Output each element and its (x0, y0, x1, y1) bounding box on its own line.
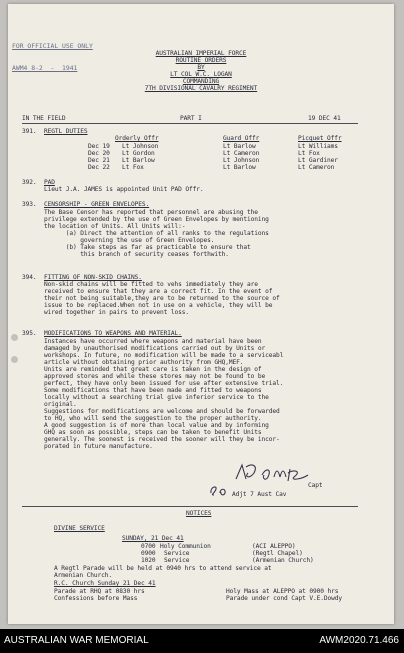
roster-date: Dec 22 (88, 164, 110, 171)
punch-hole (11, 334, 18, 341)
notices-heading: NOTICES (186, 510, 212, 517)
order-395-line: Instances have occurred where weapons and material have been (44, 338, 262, 345)
service-name: Service (164, 550, 190, 557)
roster-orderly: Lt Barlow (122, 157, 155, 164)
order-393-line: privilege extended by the use of Green Envelopes by mentioning (44, 216, 269, 223)
header-line-2: ROUTINE ORDERS (175, 57, 227, 64)
header-line-1: AUSTRALIAN IMPERIAL FORCE (155, 50, 247, 57)
roster-date: Dec 20 (88, 150, 110, 157)
order-392-number: 392. (22, 179, 37, 186)
punch-hole (11, 356, 18, 363)
col-orderly-offr: Orderly Offr (115, 135, 159, 142)
archive-footer (0, 629, 404, 653)
footer-institution: AUSTRALIAN WAR MEMORIAL (4, 635, 149, 646)
stamp-line-2: AWM4 8-2 - 1941 (12, 64, 78, 73)
handwritten-initials (208, 483, 230, 497)
order-395-title: MODIFICATIONS TO WEAPONS AND MATERIAL. (44, 330, 182, 337)
roster-picquet: Lt Williams (298, 143, 338, 150)
roster-picquet: Lt Cameron (298, 164, 335, 171)
roster-guard: Lt Cameron (223, 150, 260, 157)
rc-confessions-text: Confessions before Mass (54, 595, 138, 602)
location-text: IN THE FIELD (22, 115, 66, 122)
roster-date: Dec 19 (88, 143, 110, 150)
order-395-line: generally. The soonest is received the sooner will they be incor- (44, 436, 280, 443)
roster-orderly: Lt Fox (122, 164, 144, 171)
order-395-line: porated in future manufacture. (44, 443, 153, 450)
order-395-line: to HQ, who will send the suggestion to the proper authority. (44, 415, 262, 422)
notices-divider (22, 506, 358, 507)
order-391-number: 391. (22, 128, 37, 135)
order-393-line: (a) Direct the attention of all ranks to the regulations (44, 230, 269, 237)
roster-guard: Lt Barlow (223, 143, 256, 150)
service-place: (ACI ALEPPO) (252, 543, 296, 550)
order-394-line: Non-skid chains will be fitted to vehs immediately they are (44, 281, 258, 288)
order-394-title: FITTING OF NON-SKID CHAINS. (44, 274, 142, 281)
order-395-line: A good suggestion is of more than local value and by informing (44, 422, 269, 429)
order-395-line: Suggestions for modifications are welcome and should be forwarded (44, 408, 280, 415)
roster-date: Dec 21 (88, 157, 110, 164)
roster-orderly: Lt Johnson (122, 143, 159, 150)
order-394-line: wired together in pairs to prevent loss. (44, 309, 190, 316)
order-395-line: approved stores and while these stores may not be found to be (44, 373, 266, 380)
divine-service-heading: DIVINE SERVICE (54, 525, 105, 532)
header-divider (22, 123, 358, 124)
order-393-number: 393. (22, 201, 37, 208)
service-name: Service (164, 557, 190, 564)
order-393-line: The Base Censor has reported that personnel are abusing the (44, 209, 258, 216)
service-place: (Regtl Chapel) (252, 550, 303, 557)
service-time: 1020 (141, 557, 156, 564)
order-391-title: REGTL DUTIES (44, 128, 88, 135)
order-394-number: 394. (22, 274, 37, 281)
order-393-line: governing the use of Green Envelopes. (44, 237, 215, 244)
order-395-line: GHQ as soon as possible, steps can be taken to benefit Units (44, 429, 262, 436)
order-393-line: (b) Take steps as far as practicable to ensure that (44, 244, 251, 251)
order-395-line: workshops. In future, no modification will be made to a serviceabl (44, 352, 284, 359)
order-394-line: issue to be replaced.When not in use on a vehicle, they will be (44, 302, 273, 309)
roster-picquet: Lt Fox (298, 150, 320, 157)
order-394-line: received to ensure that they are a correct fit. In the event of (44, 288, 273, 295)
header-line-6: 7TH DIVISIONAL CAVALRY REGIMENT (144, 85, 258, 92)
header-line-3: BY (197, 64, 205, 71)
order-date: 19 DEC 41 (308, 115, 341, 122)
sunday-date: SUNDAY, 21 Dec 41 (122, 535, 184, 542)
footer-accession-number: AWM2020.71.466 (319, 635, 399, 646)
order-395-line: locally without a searching trial give inferior service to the (44, 394, 269, 401)
order-393-line: this branch of security ceases forthwith. (44, 251, 229, 258)
part-number: PART I (180, 115, 202, 122)
order-395-line: damaged by unauthorised modifications carried out by Units or (44, 345, 266, 352)
col-picquet-offr: Picquet Offr (298, 135, 342, 142)
signoff-capt: Capt (308, 482, 323, 489)
handwritten-signature (232, 459, 312, 487)
roster-orderly: Lt Gordon (122, 150, 155, 157)
roster-guard: Lt Barlow (223, 164, 256, 171)
regtl-parade-line: A Regtl Parade will be held at 0940 hrs to attend service at (54, 565, 272, 572)
rc-mass-text: Holy Mass at ALEPPO at 0900 hrs (226, 588, 339, 595)
order-393-line: the location of Units. All Units will:- (44, 223, 186, 230)
rc-parade-text: Parade at RHQ at 0830 hrs (54, 588, 145, 595)
order-394-line: their not being suitable,they are to be returned to the source of (44, 295, 280, 302)
roster-guard: Lt Johnson (223, 157, 260, 164)
signoff-adjt: Adjt 7 Aust Cav (232, 491, 287, 498)
order-392-text: Lieut J.A. JAMES is appointed Unit PAD Offr. (44, 186, 204, 193)
order-395-line: perfect, they have only been issued for use after extensive trial. (44, 380, 284, 387)
order-395-line: article without obtaining prior authority from GHQ,MEF. (44, 359, 244, 366)
order-393-title: CENSORSHIP - GREEN ENVELOPES. (44, 201, 150, 208)
order-395-line: Some modifications that have been made and fitted to weapons (44, 387, 262, 394)
regtl-parade-line: Armenian Church. (54, 572, 113, 579)
order-395-number: 395. (22, 330, 37, 337)
service-name: Holy Communion (160, 543, 211, 550)
rc-church-heading: R.C. Church Sunday 21 Dec 41 (54, 580, 156, 587)
order-395-line: Units are reminded that great care is taken in the design of (44, 366, 262, 373)
service-time: 0700 (141, 543, 156, 550)
service-time: 0900 (141, 550, 156, 557)
roster-picquet: Lt Gardiner (298, 157, 338, 164)
stamp-line-1: FOR OFFICIAL USE ONLY (12, 41, 93, 50)
col-guard-offr: Guard Offr (223, 135, 260, 142)
order-392-title: PAD (44, 179, 55, 186)
order-395-line: original. (44, 401, 77, 408)
rc-command-text: Parade under cond Capt V.E.Dowdy (226, 595, 343, 602)
document-page (8, 4, 394, 624)
service-place: (Armenian Church) (252, 557, 314, 564)
header-line-5: COMMANDING (182, 78, 220, 85)
header-line-4: LT COL W.C. LOGAN (170, 71, 232, 78)
